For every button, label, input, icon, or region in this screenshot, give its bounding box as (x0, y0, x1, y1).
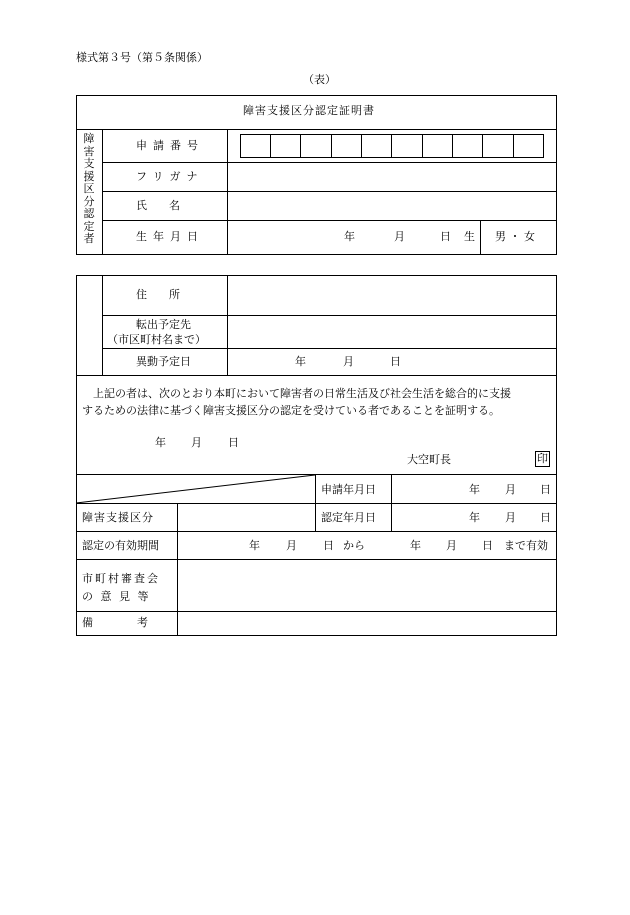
vertical-label: 障 害 支 援 区 分 認 定 者 (83, 132, 95, 245)
birth-day: 日 (440, 230, 451, 243)
validity-from-day: 日 (323, 539, 334, 552)
seal-box: 印 (537, 452, 548, 465)
move-date-label: 異動予定日 (136, 355, 191, 368)
birth-suffix: 生 (464, 230, 475, 243)
furigana-label: フリガナ (136, 170, 204, 183)
opinion-label-2: の 意 見 等 (82, 590, 151, 603)
validity-from-month: 月 (286, 539, 297, 552)
application-date-year: 年 (469, 483, 480, 496)
opinion-label-1: 市町村審査会 (82, 572, 160, 585)
name-label: 氏 名 (136, 199, 180, 212)
application-number-label: 申請番号 (136, 139, 204, 152)
gender-label: 男 ・ 女 (495, 230, 535, 243)
statement-line-1: 上記の者は、次のとおり本町において障害者の日常生活及び社会生活を総合的に支援 (93, 387, 511, 400)
validity-from-year: 年 (249, 539, 260, 552)
validity-to-month: 月 (446, 539, 457, 552)
form-number: 様式第３号（第５条関係） (76, 51, 208, 64)
remarks-label: 備 考 (82, 616, 148, 629)
move-year: 年 (295, 355, 306, 368)
statement-day: 日 (228, 436, 239, 449)
certification-date-year: 年 (469, 511, 480, 524)
destination-label-1: 転出予定先 (136, 318, 191, 331)
move-day: 日 (390, 355, 401, 368)
birthdate-label: 生年月日 (136, 230, 204, 243)
certification-date-label: 認定年月日 (321, 511, 376, 524)
certificate-title: 障害支援区分認定証明書 (243, 104, 375, 117)
classification-label: 障害支援区分 (82, 511, 154, 524)
validity-to-day: 日 (482, 539, 493, 552)
application-date-label: 申請年月日 (321, 483, 376, 496)
statement-line-2: するための法律に基づく障害支援区分の認定を受けている者であることを証明する。 (82, 404, 500, 417)
birth-month: 月 (394, 230, 405, 243)
side-label: （表） (303, 73, 336, 86)
destination-label-2: （市区町村名まで） (107, 333, 206, 346)
validity-label: 認定の有効期間 (82, 539, 159, 552)
certification-date-day: 日 (540, 511, 551, 524)
application-date-day: 日 (540, 483, 551, 496)
move-month: 月 (343, 355, 354, 368)
validity-to-year: 年 (410, 539, 421, 552)
statement-month: 月 (191, 436, 202, 449)
validity-until: まで有効 (504, 539, 548, 552)
statement-year: 年 (155, 436, 166, 449)
diagonal-line (76, 474, 316, 504)
birth-year: 年 (344, 230, 355, 243)
mayor-label: 大空町長 (407, 453, 451, 466)
certification-date-month: 月 (505, 511, 516, 524)
validity-from: から (343, 539, 365, 552)
address-label: 住 所 (136, 288, 180, 301)
application-number-boxes[interactable] (240, 134, 544, 158)
application-date-month: 月 (505, 483, 516, 496)
